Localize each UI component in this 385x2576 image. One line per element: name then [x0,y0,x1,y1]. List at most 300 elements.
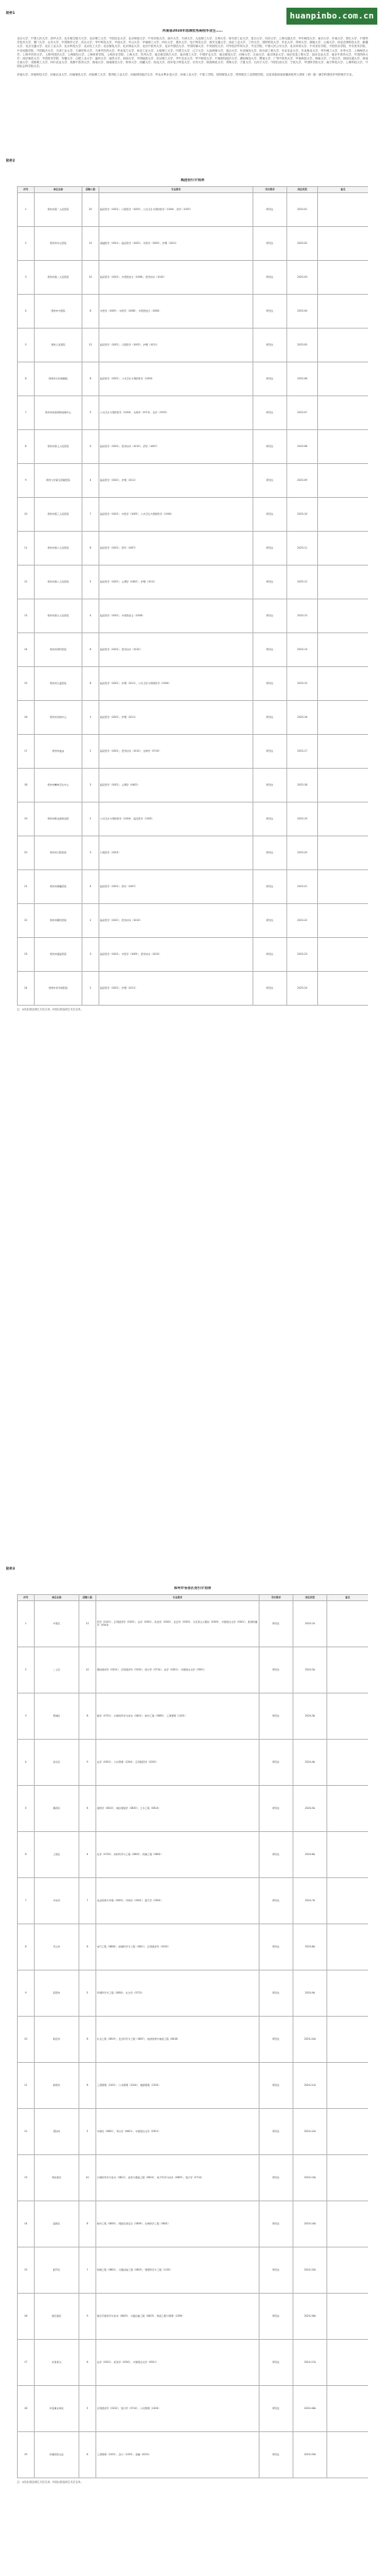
table-cell: 公共卫生与预防医学（1004）、生物学（0710）、化学（0703） [99,395,253,429]
table-cell: 研究生 [259,2016,293,2062]
table-cell: 2023-07 [287,395,318,429]
table-cell: 4 [82,463,99,497]
table-cell: 2024-1A [293,1600,327,1647]
table-cell: 2023-10 [287,497,318,531]
table-cell: 2024-4A [293,1739,327,1785]
table-cell: 临床医学（1002）、药学（1007） [99,869,253,903]
table-cell: 9 [18,463,35,497]
table-cell: 8 [82,294,99,328]
table-cell: 2023-13 [287,599,318,632]
table-cell: 电气工程（0808）、控制科学与工程（0811）、应用经济学（0202） [96,1924,259,1970]
table-cell: 24 [18,971,35,1005]
table-row [18,903,369,937]
table-row [18,2247,369,2293]
annex3-label: 附件3 [6,1567,15,1570]
table-cell: 研究生 [259,2154,293,2201]
table-cell: 2024-19A [293,2431,327,2478]
table-cell: 公共卫生与预防医学（1004）、临床医学（1002） [99,802,253,836]
annex3-note: 注：A类标准选调生对应名单，B类标准选调生对应名单。 [17,2480,84,2484]
table-row [18,1739,369,1785]
table-cell: 研究生 [259,2062,293,2108]
table-cell: 2 [18,226,35,260]
table-cell: 郑州市第六人民医院 [35,531,82,565]
table-cell: 基础医学（1001）、临床医学（1002）、中医学（1005）、护理（1011） [99,226,253,260]
table-row [18,565,369,599]
table-row [18,1693,369,1739]
table-cell: 2023-04 [287,294,318,328]
table-cell: 研究生 [253,869,287,903]
table-row [18,395,369,429]
table-cell: 郑州市第二人民医院 [35,260,82,294]
table-cell: 15 [18,666,35,700]
table-cell [327,2062,369,2108]
column-header: 序号 [18,186,35,192]
table-cell [318,226,369,260]
table-row [18,260,369,294]
table-cell: 2 [18,1647,35,1693]
table-cell: 2023-08 [287,429,318,463]
table-cell: 3 [18,260,35,294]
table-cell: 惠济区 [35,1785,79,1831]
table-cell: 16 [18,2293,35,2339]
table-cell: 2024-9A [293,1970,327,2016]
table-row [18,869,369,903]
annex2-header-row [18,186,369,192]
table-cell: 研究生 [259,1693,293,1739]
table-cell: 郑州市妇幼保健院 [35,362,82,395]
table-cell: 14 [18,2201,35,2247]
table-row [18,836,369,869]
table-cell: 临床医学（1002）、医学技术（1010） [99,903,253,937]
table-cell: 6 [18,1831,35,1877]
table-row [18,531,369,565]
annex1-label: 附件1 [6,11,15,15]
table-cell: 2023-12 [287,565,318,599]
table-cell: 郑东新区 [35,2154,79,2201]
table-row [18,666,369,700]
table-cell: 研究生 [259,1600,293,1647]
table-cell [327,1785,369,1831]
table-cell [318,903,369,937]
table-cell: 5 [79,1970,96,2016]
table-cell: 21 [18,869,35,903]
table-cell: 2024-8A [293,1924,327,1970]
table-cell: 临床医学（1002）、医学技术（1010）、生物学（0710） [99,734,253,768]
table-cell: 郑州市第七人民医院 [35,429,82,463]
table-cell: 二七区 [35,1647,79,1693]
table-cell [318,294,369,328]
table-cell: 矿业工程（0819）、安全科学与工程（0837）、地质资源与地质工程（0818） [96,2016,259,2062]
table-cell [327,2201,369,2247]
table-row [18,1831,369,1877]
table-cell [318,768,369,802]
table-cell: 中牟县 [35,1877,79,1924]
table-row [18,1647,369,1693]
table-cell: 13 [18,599,35,632]
table-cell: 2024-14A [293,2201,327,2247]
table-cell: 11 [18,2062,35,2108]
table-row [18,2154,369,2201]
table-cell: 8 [82,666,99,700]
table-cell: 5 [82,565,99,599]
table-cell: 郑州市第九人民医院 [35,599,82,632]
table-cell: 5 [82,395,99,429]
table-cell: 2023-17 [287,734,318,768]
table-row [18,463,369,497]
table-cell: 机械工程（0802）、交通运输工程（0823）、管理科学与工程（1201） [96,2247,259,2293]
table-row [18,2339,369,2385]
table-cell: 法学（0301）、公共管理（1204）、应用经济学（0202） [96,1739,259,1785]
table-cell: 市直机关 [35,2339,79,2385]
table-cell [318,429,369,463]
table-cell: 3 [18,1693,35,1739]
table-cell: 临床医学（1002）、公共卫生与预防医学（1004） [99,362,253,395]
table-cell [318,869,369,903]
table-cell: 郑州人民医院 [35,328,82,362]
table-cell: 研究生 [253,565,287,599]
table-cell: 9 [79,1739,96,1785]
table-cell: 研究生 [253,903,287,937]
table-cell: 10 [79,2154,96,2201]
table-cell [318,802,369,836]
table-cell: 登封市 [35,2108,79,2154]
column-header: 学历要求 [253,186,287,192]
table-cell: 11 [18,531,35,565]
table-cell: 2024-10A [293,2016,327,2062]
table-cell: 4 [82,599,99,632]
table-cell: 郑州市中心医院 [35,226,82,260]
table-cell: 12 [18,2108,35,2154]
table-cell: 8 [18,1924,35,1970]
table-cell: 理论经济学（0201）、应用经济学（0202）、统计学（0714）、法学（0301）、中国语言文学（0501） [96,1647,259,1693]
table-cell: 研究生 [253,497,287,531]
table-cell [327,2431,369,2478]
table-cell: 2023-23 [287,937,318,971]
table-cell: 航空港区 [35,2293,79,2339]
table-cell: 6 [79,1924,96,1970]
table-cell [318,497,369,531]
table-cell: 研究生 [259,1785,293,1831]
table-cell: 3 [82,700,99,734]
table-cell: 计算机科学与技术（0812）、信息与通信工程（0810）、电子科学与技术（0809）、统计学（0714） [96,2154,259,2201]
table-cell: 临床医学（1002）、中医学（1005）、公共卫生与预防医学（1004） [99,497,253,531]
column-header: 学历要求 [259,1594,293,1600]
annex2-note: 注：A类标准选调生对应名单，B类标准选调生对应名单。 [17,1007,84,1011]
table-cell: 工商管理（1202）、公共管理（1204）、旅游管理（1254） [96,2062,259,2108]
table-row [18,937,369,971]
table-cell: 研究生 [253,294,287,328]
table-cell: 12 [82,328,99,362]
table-cell: 研究生 [253,192,287,226]
table-cell: 2023-01 [287,192,318,226]
site-watermark: huanpinbo.com.cn [286,8,377,25]
table-row [18,802,369,836]
table-cell: 研究生 [259,2385,293,2431]
table-cell: 2024-3A [293,1693,327,1739]
table-cell: 7 [79,1877,96,1924]
table-cell [327,2154,369,2201]
column-header: 专业要求 [96,1594,259,1600]
table-cell [318,565,369,599]
table-row [18,2016,369,2062]
table-cell: 2 [82,903,99,937]
table-cell: 建筑学（0813）、城乡规划学（0833）、土木工程（0814） [96,1785,259,1831]
table-row [18,294,369,328]
table-cell: 研究生 [259,1831,293,1877]
table-cell: 4 [18,1739,35,1785]
table-cell [318,531,369,565]
annex2-label: 附件2 [6,158,15,162]
table-cell: 数学（0701）、计算机科学与技术（0812）、软件工程（0835）、工商管理（1202） [96,1693,259,1739]
table-cell: 2023-15 [287,666,318,700]
table-cell: 18 [18,2385,35,2431]
table-cell: 化学（0703）、材料科学与工程（0805）、机械工程（0802） [96,1831,259,1877]
table-cell: 16 [18,700,35,734]
table-cell: 法学（0301）、政治学（0302）、中国语言文学（0501） [96,2339,259,2385]
table-cell: 研究生 [259,1877,293,1924]
table-cell [327,2293,369,2339]
table-cell: 6 [79,1785,96,1831]
table-cell: 9 [82,429,99,463]
table-cell: 6 [18,362,35,395]
table-cell: 郑州大学第五附属医院 [35,463,82,497]
table-cell [327,1970,369,2016]
table-cell [327,1693,369,1739]
annex1-section [17,29,368,81]
table-row [18,599,369,632]
table-cell: 研究生 [253,937,287,971]
table-cell: 研究生 [253,362,287,395]
table-cell: 研究生 [253,734,287,768]
table-cell: 市属国有企业 [35,2431,79,2478]
table-row [18,1785,369,1831]
table-cell: 2024-13A [293,2154,327,2201]
table-cell: 研究生 [253,328,287,362]
table-cell: 2 [82,734,99,768]
table-cell [318,937,369,971]
table-cell: 4 [18,294,35,328]
table-cell: 6 [82,531,99,565]
table-cell: 2023-05 [287,328,318,362]
table-cell: 郑州市疾病预防控制中心 [35,395,82,429]
table-cell: 农业资源与环境（0903）、作物学（0901）、园艺学（0902） [96,1877,259,1924]
table-cell [327,2385,369,2431]
table-cell: 研究生 [259,2201,293,2247]
table-cell: 工商管理（1202）、会计（1253）、金融（0251） [96,2431,259,2478]
table-cell: 4 [82,869,99,903]
table-row [18,1924,369,1970]
column-header: 岗位类型 [293,1594,327,1600]
table-cell: 口腔医学（1003） [99,836,253,869]
table-cell: 2024-15A [293,2247,327,2293]
table-cell: 郑州市中医院 [35,294,82,328]
table-cell: 市直事业单位 [35,2385,79,2431]
table-cell: 7 [18,395,35,429]
table-cell: 8 [18,429,35,463]
table-cell: 6 [79,2431,96,2478]
table-cell [327,1739,369,1785]
annex3-header-row [18,1594,369,1600]
table-cell: 研究生 [259,1924,293,1970]
table-cell: 20 [82,192,99,226]
table-cell: 2023-21 [287,869,318,903]
annex3-caption: 郑州市各县区招引计划表 [173,1587,212,1590]
table-cell: 郑州市肿瘤医院 [35,869,82,903]
table-cell: 郑州市第八人民医院 [35,565,82,599]
table-cell: 高新区 [35,2201,79,2247]
annex2-table [17,186,368,1006]
table-cell: 2023-20 [287,836,318,869]
table-cell: 经开区 [35,2247,79,2293]
column-header: 备注 [327,1594,369,1600]
table-cell: 临床医学（1002）、心理学（0402）、护理（1011） [99,565,253,599]
table-cell: 3 [82,836,99,869]
table-row [18,2108,369,2154]
table-cell [318,395,369,429]
table-cell: 研究生 [253,429,287,463]
table-cell: 临床医学（1002）、护理（1011） [99,463,253,497]
table-cell: 2024-17A [293,2339,327,2385]
table-row [18,971,369,1005]
table-cell: 7 [82,497,99,531]
table-cell: 14 [18,632,35,666]
table-cell: 6 [79,2016,96,2062]
table-cell: 哲学（0101）、应用经济学（0202）、法学（0301）、政治学（0302）、社会学（0303）、马克思主义理论（0305）、中国语言文学（0501）、新闻传播学（0503） [96,1600,259,1647]
table-cell: 临床医学（1002）、口腔医学（1003）、公共卫生与预防医学（1004）、药学（1007） [99,192,253,226]
table-row [18,734,369,768]
table-cell: 临床医学（1002）、心理学（0402） [99,768,253,802]
table-cell: 研究生 [259,2431,293,2478]
table-cell: 3 [82,768,99,802]
table-cell: 研究生 [259,2108,293,2154]
table-cell: 临床医学（1002）、口腔医学（1003）、护理（1011） [99,328,253,362]
table-cell: 环境科学与工程（0830）、生态学（0713） [96,1970,259,2016]
table-cell: 研究生 [253,599,287,632]
table-cell: 12 [79,1600,96,1647]
table-cell: 中医学（1005）、中药学（1008）、中西医结合（1006） [99,294,253,328]
table-cell [327,1600,369,1647]
table-row [18,2201,369,2247]
annex3-table [17,1594,368,2478]
table-cell: 研究生 [253,395,287,429]
table-row [18,2293,369,2339]
table-cell: 临床医学（1002）、护理（1011）、公共卫生与预防医学（1004） [99,666,253,700]
table-cell: 荥阳市 [35,1970,79,2016]
table-cell: 郑州市精神卫生中心 [35,768,82,802]
table-cell: 2024-7A [293,1877,327,1924]
table-cell: 10 [18,2016,35,2062]
table-row [18,1877,369,1924]
table-cell: 2023-09 [287,463,318,497]
table-cell: 15 [82,226,99,260]
table-cell: 1 [18,1600,35,1647]
table-cell: 22 [18,903,35,937]
table-cell: 2023-16 [287,700,318,734]
table-cell: 金水区 [35,1739,79,1785]
table-cell: 5 [79,2385,96,2431]
table-cell: 2024-11A [293,2062,327,2108]
table-cell: 郑州市急救中心 [35,700,82,734]
table-cell [327,1647,369,1693]
table-row [18,768,369,802]
annex2-section [17,179,368,1063]
table-cell [318,362,369,395]
table-cell [318,700,369,734]
table-cell: 6 [82,632,99,666]
annex3-section [17,1587,368,2564]
table-cell: 2024-2A [293,1647,327,1693]
table-cell: 2023-11 [287,531,318,565]
table-cell: 4 [79,1831,96,1877]
table-cell: 研究生 [253,260,287,294]
table-cell [318,734,369,768]
table-cell: 临床医学（1002）、中医学（1005）、医学技术（1010） [99,937,253,971]
table-cell: 2024-16A [293,2293,327,2339]
table-cell: 郑州市康复医院 [35,937,82,971]
table-cell: 研究生 [253,666,287,700]
table-cell: 2024-6A [293,1831,327,1877]
table-cell: 8 [79,2201,96,2247]
table-cell [327,2339,369,2385]
table-cell: 8 [79,1693,96,1739]
table-cell: 研究生 [259,2339,293,2385]
table-cell: 2023-18 [287,768,318,802]
table-row [18,1970,369,2016]
table-row [18,328,369,362]
table-row [18,632,369,666]
table-cell [327,1924,369,1970]
table-cell: 郑州市眼科医院 [35,903,82,937]
table-cell: 上街区 [35,1831,79,1877]
table-cell: 2023-22 [287,903,318,937]
table-cell [318,971,369,1005]
table-cell: 9 [18,1970,35,2016]
table-cell: 17 [18,734,35,768]
table-cell: 郑州市第一人民医院 [35,192,82,226]
table-cell: 郑州市口腔医院 [35,836,82,869]
column-header: 单位名称 [35,186,82,192]
annex2-caption: 集团招引计划表 [180,179,205,182]
table-cell: 临床医学（1002）、中西医结合（1006） [99,599,253,632]
table-cell: 12 [18,565,35,599]
table-cell: 郑州市儿童医院 [35,666,82,700]
table-cell: 6 [82,362,99,395]
table-cell [327,2016,369,2062]
table-cell: 10 [18,497,35,531]
table-cell: 研究生 [259,1739,293,1785]
table-cell: 新郑市 [35,2062,79,2108]
table-cell: 中原区 [35,1600,79,1647]
table-cell: 研究生 [253,971,287,1005]
table-cell: 23 [18,937,35,971]
table-cell: 新密市 [35,2016,79,2062]
column-header: 单位名称 [35,1594,79,1600]
table-cell: 15 [18,2247,35,2293]
table-cell: 2023-19 [287,802,318,836]
table-cell: 研究生 [259,1647,293,1693]
annex1-title: 河南省2024年选调优秀高校毕业生…… [162,29,223,33]
column-header: 招聘人数 [82,186,99,192]
table-cell: 研究生 [253,836,287,869]
table-cell: 2023-14 [287,632,318,666]
table-cell: 17 [18,2339,35,2385]
table-cell: 7 [79,2247,96,2293]
table-cell: 2 [82,802,99,836]
table-cell: 2023-03 [287,260,318,294]
table-row [18,497,369,531]
annex2-body [18,192,369,1005]
table-cell: 临床医学（1002）、医学技术（1010）、药学（1007） [99,429,253,463]
